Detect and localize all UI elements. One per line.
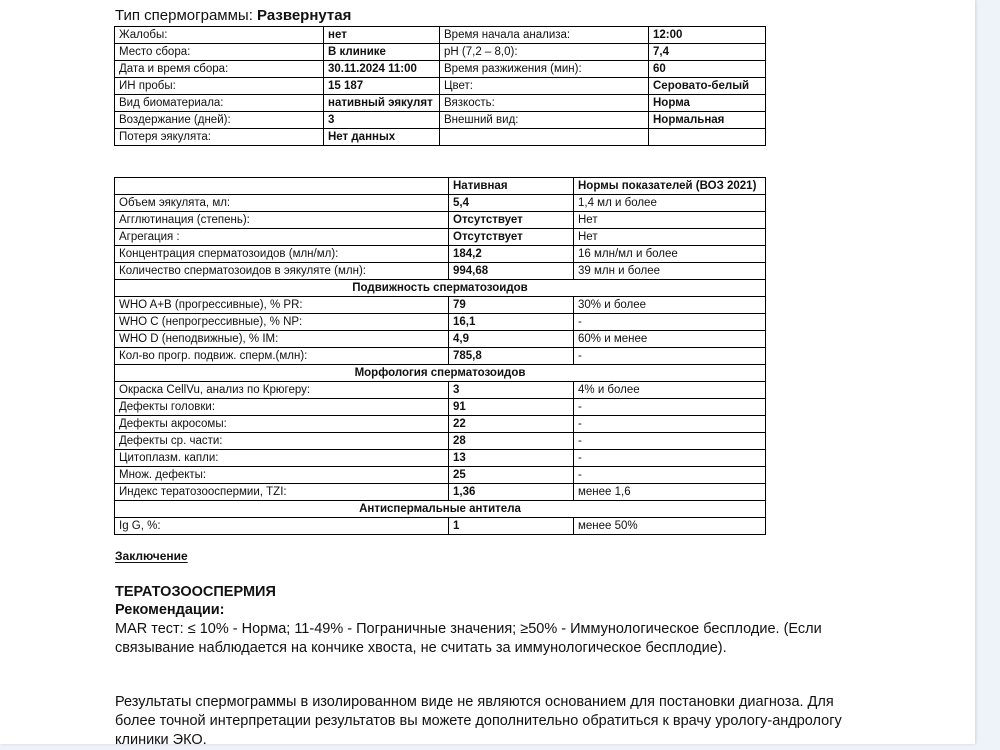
result-row xyxy=(115,433,766,450)
info-row xyxy=(115,129,766,146)
parameter-norm: - xyxy=(574,399,766,416)
parameter-label: Концентрация сперматозоидов (млн/мл): xyxy=(115,246,449,263)
info-row xyxy=(115,27,766,44)
conclusion-label: Заключение xyxy=(115,549,188,563)
info-label: Дата и время сбора: xyxy=(115,61,324,78)
info-label: Вязкость: xyxy=(440,95,649,112)
parameter-value: 994,68 xyxy=(449,263,574,280)
parameter-norm: 39 млн и более xyxy=(574,263,766,280)
info-label: Воздержание (дней): xyxy=(115,112,324,129)
parameter-label: Количество сперматозоидов в эякуляте (млн): xyxy=(115,263,449,280)
result-row xyxy=(115,246,766,263)
section-title: Антиспермальные антитела xyxy=(115,501,766,518)
result-row xyxy=(115,467,766,484)
parameter-norm: - xyxy=(574,314,766,331)
result-row xyxy=(115,450,766,467)
parameter-value: 5,4 xyxy=(449,195,574,212)
info-value: Серовато-белый xyxy=(649,78,766,95)
parameter-norm: - xyxy=(574,416,766,433)
diagnosis: ТЕРАТОЗООСПЕРМИЯ xyxy=(115,584,276,600)
parameter-norm: - xyxy=(574,467,766,484)
info-value xyxy=(649,129,766,146)
parameter-value: 16,1 xyxy=(449,314,574,331)
result-row xyxy=(115,382,766,399)
result-row xyxy=(115,518,766,535)
parameter-value: 785,8 xyxy=(449,348,574,365)
result-row xyxy=(115,314,766,331)
parameter-norm: 4% и более xyxy=(574,382,766,399)
disclaimer-text: Результаты спермограммы в изолированном виде не являются основанием для постановки диагноза. Для более точной интерпретации результатов вы можете дополнительно обратиться к врачу урологу-андрологу клиники ЭКО. xyxy=(115,694,842,748)
result-row xyxy=(115,263,766,280)
parameter-label: Индекс тератозооспермии, TZI: xyxy=(115,484,449,501)
info-label: Жалобы: xyxy=(115,27,324,44)
info-label: Время разжижения (мин): xyxy=(440,61,649,78)
column-header-blank xyxy=(115,178,449,195)
results-header-row xyxy=(115,178,766,195)
result-row xyxy=(115,348,766,365)
spermogram-type-value: Развернутая xyxy=(257,7,352,24)
parameter-value: 91 xyxy=(449,399,574,416)
parameter-value: 13 xyxy=(449,450,574,467)
info-value: Нормальная xyxy=(649,112,766,129)
parameter-value: 1 xyxy=(449,518,574,535)
recommendations-title: Рекомендации: xyxy=(115,602,225,618)
section-header-row xyxy=(115,365,766,382)
parameter-value: 25 xyxy=(449,467,574,484)
parameter-label: Цитоплазм. капли: xyxy=(115,450,449,467)
spermogram-type-label: Тип спермограммы: xyxy=(115,7,258,24)
parameter-value: 4,9 xyxy=(449,331,574,348)
parameter-label: Окраска CellVu, анализ по Крюгеру: xyxy=(115,382,449,399)
info-value: нет xyxy=(324,27,440,44)
result-row xyxy=(115,195,766,212)
parameter-label: WHO C (непрогрессивные), % NP: xyxy=(115,314,449,331)
parameter-norm: - xyxy=(574,348,766,365)
result-row xyxy=(115,331,766,348)
parameter-norm: Нет xyxy=(574,229,766,246)
parameter-value: 28 xyxy=(449,433,574,450)
parameter-label: Кол-во прогр. подвиж. сперм.(млн): xyxy=(115,348,449,365)
info-value: 12:00 xyxy=(649,27,766,44)
parameter-value: Отсутствует xyxy=(449,212,574,229)
parameter-value: 184,2 xyxy=(449,246,574,263)
result-row xyxy=(115,212,766,229)
parameter-label: WHO A+B (прогрессивные), % PR: xyxy=(115,297,449,314)
info-value: Нет данных xyxy=(324,129,440,146)
parameter-label: Агрегация : xyxy=(115,229,449,246)
parameter-norm: Нет xyxy=(574,212,766,229)
info-value: В клинике xyxy=(324,44,440,61)
parameter-label: Дефекты головки: xyxy=(115,399,449,416)
info-label: Вид биоматериала: xyxy=(115,95,324,112)
patient-info-table xyxy=(114,26,766,146)
result-row xyxy=(115,229,766,246)
info-label: Место сбора: xyxy=(115,44,324,61)
recommendations-text: MAR тест: ≤ 10% - Норма; 11-49% - Пограничные значения; ≥50% - Иммунологическое бесплодие. (Если связывание наблюдается на кончике хвоста, не считать за иммунологическое бесплодие). xyxy=(115,621,822,656)
info-row xyxy=(115,95,766,112)
info-value: 15 187 xyxy=(324,78,440,95)
parameter-norm: 60% и менее xyxy=(574,331,766,348)
info-label: Потеря эякулята: xyxy=(115,129,324,146)
parameter-label: Дефекты ср. части: xyxy=(115,433,449,450)
info-value: 30.11.2024 11:00 xyxy=(324,61,440,78)
parameter-norm: 16 млн/мл и более xyxy=(574,246,766,263)
info-label: Внешний вид: xyxy=(440,112,649,129)
parameter-norm: 30% и более xyxy=(574,297,766,314)
parameter-value: 22 xyxy=(449,416,574,433)
spermogram-type xyxy=(115,7,351,24)
parameter-value: 79 xyxy=(449,297,574,314)
info-row xyxy=(115,61,766,78)
info-value: 60 xyxy=(649,61,766,78)
parameter-value: 3 xyxy=(449,382,574,399)
info-value: 7,4 xyxy=(649,44,766,61)
info-value: 3 xyxy=(324,112,440,129)
parameter-label: Агглютинация (степень): xyxy=(115,212,449,229)
parameter-value: 1,36 xyxy=(449,484,574,501)
info-row xyxy=(115,112,766,129)
info-value: Норма xyxy=(649,95,766,112)
info-label xyxy=(440,129,649,146)
info-label: Цвет: xyxy=(440,78,649,95)
info-label: Время начала анализа: xyxy=(440,27,649,44)
info-row xyxy=(115,78,766,95)
parameter-norm: - xyxy=(574,450,766,467)
parameter-norm: 1,4 мл и более xyxy=(574,195,766,212)
parameter-norm: менее 1,6 xyxy=(574,484,766,501)
info-row xyxy=(115,44,766,61)
section-header-row xyxy=(115,501,766,518)
result-row xyxy=(115,484,766,501)
column-header-norms: Нормы показателей (ВОЗ 2021) xyxy=(574,178,766,195)
section-title: Подвижность сперматозоидов xyxy=(115,280,766,297)
parameter-norm: - xyxy=(574,433,766,450)
results-table xyxy=(114,177,766,535)
info-value: нативный эякулят xyxy=(324,95,440,112)
result-row xyxy=(115,416,766,433)
column-header-native: Нативная xyxy=(449,178,574,195)
parameter-norm: менее 50% xyxy=(574,518,766,535)
section-header-row xyxy=(115,280,766,297)
section-title: Морфология сперматозоидов xyxy=(115,365,766,382)
info-label: ИН пробы: xyxy=(115,78,324,95)
parameter-label: Множ. дефекты: xyxy=(115,467,449,484)
info-label: pH (7,2 – 8,0): xyxy=(440,44,649,61)
result-row xyxy=(115,399,766,416)
parameter-value: Отсутствует xyxy=(449,229,574,246)
result-row xyxy=(115,297,766,314)
parameter-label: WHO D (неподвижные), % IM: xyxy=(115,331,449,348)
parameter-label: Дефекты акросомы: xyxy=(115,416,449,433)
parameter-label: Объем эякулята, мл: xyxy=(115,195,449,212)
parameter-label: Ig G, %: xyxy=(115,518,449,535)
